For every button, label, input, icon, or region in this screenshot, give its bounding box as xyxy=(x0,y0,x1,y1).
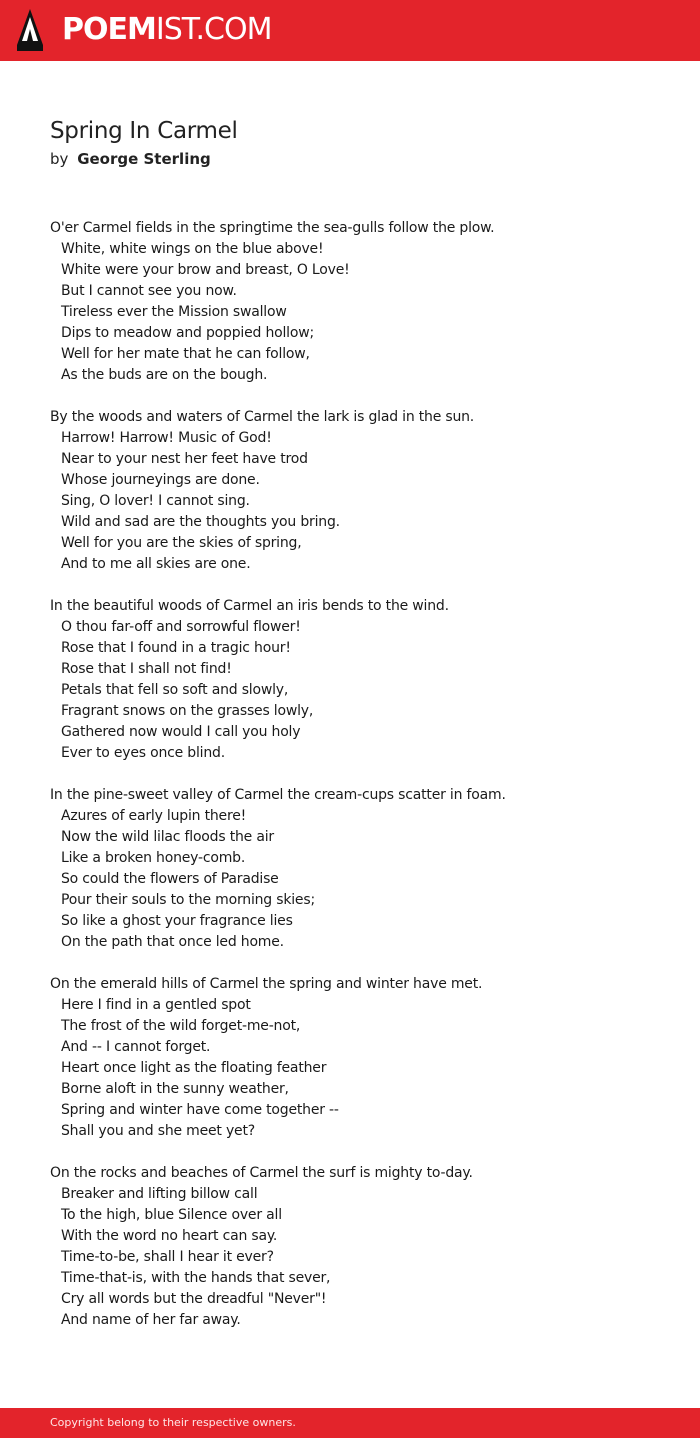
stanza xyxy=(50,974,670,1142)
poem-line: Ever to eyes once blind. xyxy=(61,745,225,761)
logo-text-bold: POEM xyxy=(62,12,156,47)
by-label: by xyxy=(50,150,69,168)
site-logo[interactable] xyxy=(62,12,271,48)
poem-line: Pour their souls to the morning skies; xyxy=(61,892,315,908)
poem-line: Gathered now would I call you holy xyxy=(61,724,301,740)
poem-line: Shall you and she meet yet? xyxy=(61,1123,255,1139)
poem-line: Rose that I found in a tragic hour! xyxy=(61,640,291,656)
poem-line: Fragrant snows on the grasses lowly, xyxy=(61,703,314,719)
poem-line: By the woods and waters of Carmel the lark is glad in the sun. xyxy=(50,409,475,425)
poem-line: Like a broken honey-comb. xyxy=(61,850,246,866)
poem-line: Borne aloft in the sunny weather, xyxy=(61,1081,289,1097)
poem-line: Well for you are the skies of spring, xyxy=(61,535,302,551)
poem-line: Well for her mate that he can follow, xyxy=(61,346,310,362)
poem-line: Near to your nest her feet have trod xyxy=(61,451,308,467)
poem-line: On the path that once led home. xyxy=(61,934,284,950)
poem-line: In the pine-sweet valley of Carmel the cream-cups scatter in foam. xyxy=(50,787,506,803)
poem-line: O'er Carmel fields in the springtime the sea-gulls follow the plow. xyxy=(50,220,495,236)
poem-line: To the high, blue Silence over all xyxy=(61,1207,282,1223)
site-header xyxy=(0,0,700,61)
poem-line: Azures of early lupin there! xyxy=(61,808,247,824)
poem-line: And to me all skies are one. xyxy=(61,556,251,572)
poem-line: The frost of the wild forget-me-not, xyxy=(61,1018,301,1034)
poem-line: Spring and winter have come together -- xyxy=(61,1102,339,1118)
stanza xyxy=(50,596,670,764)
poem-line: Dips to meadow and poppied hollow; xyxy=(61,325,314,341)
poem-line: Harrow! Harrow! Music of God! xyxy=(61,430,272,446)
poem-line: Rose that I shall not find! xyxy=(61,661,232,677)
poem-line: With the word no heart can say. xyxy=(61,1228,278,1244)
poem-line: Cry all words but the dreadful "Never"! xyxy=(61,1291,327,1307)
poem-line: White, white wings on the blue above! xyxy=(61,241,324,257)
poem-line: But I cannot see you now. xyxy=(61,283,237,299)
poem-line: Here I find in a gentled spot xyxy=(61,997,251,1013)
site-footer xyxy=(0,1408,700,1438)
poem-line: So could the flowers of Paradise xyxy=(61,871,279,887)
author-name: George Sterling xyxy=(77,150,211,168)
poem-line: O thou far-off and sorrowful flower! xyxy=(61,619,301,635)
poem-line: Time-to-be, shall I hear it ever? xyxy=(61,1249,274,1265)
poem-line: As the buds are on the bough. xyxy=(61,367,268,383)
poem-line: Tireless ever the Mission swallow xyxy=(61,304,287,320)
poem-body xyxy=(50,218,670,1352)
byline xyxy=(50,148,211,170)
poem-line: On the emerald hills of Carmel the spring and winter have met. xyxy=(50,976,483,992)
stanza xyxy=(50,785,670,953)
poem-line: In the beautiful woods of Carmel an iris bends to the wind. xyxy=(50,598,449,614)
logo-text-light: IST.COM xyxy=(155,12,272,47)
copyright-text: Copyright belong to their respective owners. xyxy=(50,1416,296,1429)
poem-line: On the rocks and beaches of Carmel the surf is mighty to-day. xyxy=(50,1165,473,1181)
poem-line: And name of her far away. xyxy=(61,1312,241,1328)
poem-line: Petals that fell so soft and slowly, xyxy=(61,682,289,698)
poem-line: Whose journeyings are done. xyxy=(61,472,260,488)
pencil-logo-icon[interactable] xyxy=(17,9,43,51)
poem-line: Breaker and lifting billow call xyxy=(61,1186,258,1202)
stanza xyxy=(50,218,670,386)
poem-line: Now the wild lilac floods the air xyxy=(61,829,274,845)
stanza xyxy=(50,1163,670,1331)
poem-line: Time-that-is, with the hands that sever, xyxy=(61,1270,331,1286)
poem-line: White were your brow and breast, O Love! xyxy=(61,262,350,278)
stanza xyxy=(50,407,670,575)
poem-line: Wild and sad are the thoughts you bring. xyxy=(61,514,340,530)
poem-title: Spring In Carmel xyxy=(50,118,238,144)
poem-line: So like a ghost your fragrance lies xyxy=(61,913,293,929)
poem-line: And -- I cannot forget. xyxy=(61,1039,211,1055)
poem-line: Heart once light as the floating feather xyxy=(61,1060,327,1076)
poem-line: Sing, O lover! I cannot sing. xyxy=(61,493,250,509)
